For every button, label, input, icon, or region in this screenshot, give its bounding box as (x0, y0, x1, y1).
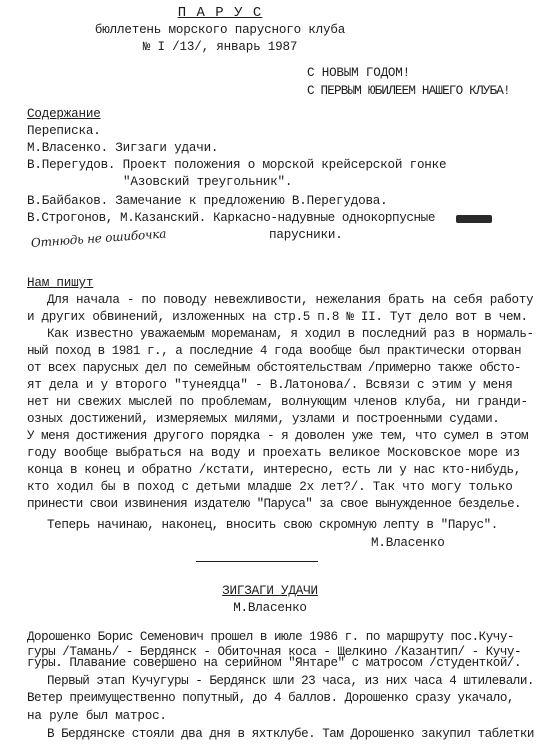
contents-item: Переписка. (27, 124, 101, 138)
article-line: Первый этап Кучугуры - Бердянск шли 23 часа, из них часа 4 штилевали. (47, 674, 534, 688)
contents-item: В.Байбаков. Замечание к предложению В.Перегудова. (27, 194, 388, 208)
new-year-greeting: С НОВЫМ ГОДОМ! (307, 66, 411, 80)
article-line: В Бердянске стояли два дня в яхтклубе. Там Дорошенко закупил таблетки (47, 727, 534, 741)
letter-line: конца в конец и обратно /кстати, интересно, есть ли у нас кто-нибудь, (27, 463, 521, 477)
contents-item: В.Строгонов, М.Казанский. Каркасно-надувные однокорпусные (27, 211, 435, 225)
article-author: М.Власенко (233, 601, 307, 615)
letter-line: ят дела и у второго "тунеядца" - В.Латонова/. Всвязи с этим у меня (27, 378, 513, 392)
bulletin-subtitle: бюллетень морского парусного клуба (94, 23, 346, 37)
contents-item: парусники. (269, 228, 343, 242)
contents-item: В.Перегудов. Проект положения о морской крейсерской гонке (27, 158, 447, 172)
contents-item: М.Власенко. Зигзаги удачи. (27, 141, 219, 155)
letter-line: У меня достижения другого порядка - я доволен уже тем, что сумел в этом (27, 429, 529, 443)
letter-signature: М.Власенко (371, 536, 445, 550)
letter-line: кто ходил бы в поход с детьми младше 2х лет?/. Так что могу только (27, 480, 513, 494)
bulletin-title: П А Р У С (177, 5, 263, 21)
letter-line: Как известно уважаемым мореманам, я ходил в последний раз в нормаль- (47, 327, 534, 341)
contents-item: "Азовский треугольник". (123, 175, 293, 189)
article-line: гуры /Тамань/ - Бердянск - Обиточная коса - Щелкино /Казантип/ - Кучу- (27, 645, 522, 659)
handwritten-note: Отнюдь не ошибочка (30, 226, 167, 250)
letter-line: и других обвинений, изложенных на стр.5 п.8 № II. Тут дело вот в чем. (27, 310, 528, 324)
section-divider (196, 561, 318, 562)
letter-line: нет ни свежих мыслей по проблемам, волнующим членов клуба, ни гранди- (27, 395, 528, 409)
letter-closing: Теперь начинаю, наконец, вносить свою скромную лепту в "Парус". (47, 518, 498, 532)
issue-line: № I /13/, январь 1987 (142, 40, 298, 54)
letter-line: ный поход в 1981 г., а последние 4 года вообще был практически оторван (27, 344, 522, 358)
article-line: Дорошенко Борис Семенович прошел в июле 1986 г. по маршруту пос.Кучу- (27, 630, 514, 644)
anniversary-greeting: С ПЕРВЫМ ЮБИЛЕЕМ НАШЕГО КЛУБА! (307, 84, 510, 98)
letters-heading: Нам пишут (27, 276, 94, 290)
redacted-word-mark (456, 215, 492, 223)
contents-heading: Содержание (27, 107, 101, 121)
article-line: гуры. Плавание совершено на серийном "Янтаре" с матросом /студенткой/. (27, 656, 522, 670)
letter-line: Для начала - по поводу невежливости, нежелания брать на себя работу (47, 293, 534, 307)
letter-line: от всех парусных дел по семейным обстоятельствам /примерно также обсто- (27, 361, 521, 375)
article-title: ЗИГЗАГИ УДАЧИ (222, 584, 318, 598)
letter-line: озных достижений, измеряемых милями, узлами и построенными судами. (27, 412, 500, 426)
article-line: Ветер преимущественно попутный, до 4 баллов. Дорошенко сразу укачало, (27, 691, 514, 705)
letter-line: году вообще выбраться на воду и проехать великое Московское море из (27, 446, 520, 460)
letter-line: принести свои извинения издателю "Паруса" за свое вынужденное безделье. (27, 497, 521, 511)
article-line: на руле был матрос. (27, 709, 167, 723)
